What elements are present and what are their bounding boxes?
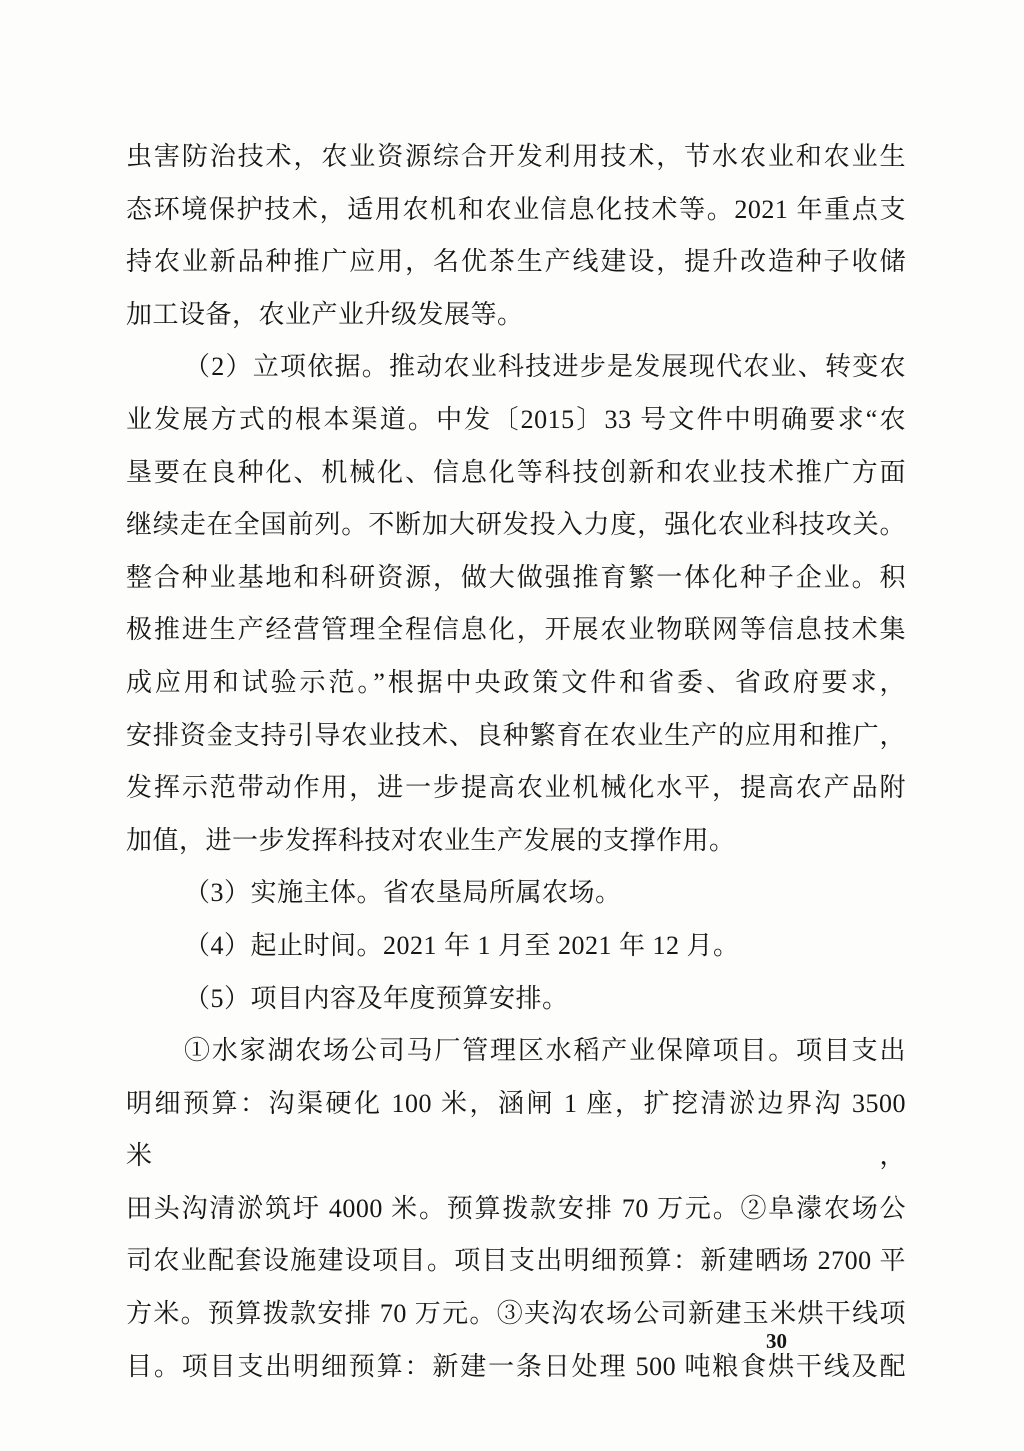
text-line: 安排资金支持引导农业技术、良种繁育在农业生产的应用和推广， [126,720,906,750]
page-number: 30 [766,1329,787,1353]
text-line: 加值，进一步发挥科技对农业生产发展的支撑作用。 [126,825,736,855]
text-line: 司农业配套设施建设项目。项目支出明细预算：新建晒场 2700 平 [126,1246,906,1276]
text-line: 虫害防治技术，农业资源综合开发利用技术，节水农业和农业生 [126,142,906,171]
text-line: 业发展方式的根本渠道。中发〔2015〕33 号文件中明确要求“农 [126,404,906,434]
text-line: 加工设备，农业产业升级发展等。 [126,299,524,329]
text-line: （4）起止时间。2021 年 1 月至 2021 年 12 月。 [184,930,740,960]
text-line: 成应用和试验示范。”根据中央政策文件和省委、省政府要求， [126,667,906,697]
text-line: 田头沟清淤筑圩 4000 米。预算拨款安排 70 万元。②阜濛农场公 [126,1193,906,1223]
text-line: 垦要在良种化、机械化、信息化等科技创新和农业技术推广方面 [126,457,906,487]
text-line: 整合种业基地和科研资源，做大做强推育繁一体化种子企业。积 [126,562,906,592]
document-body [126,131,906,1393]
text-line: 继续走在全国前列。不断加大研发投入力度，强化农业科技攻关。 [126,510,906,540]
text-line: 明细预算：沟渠硬化 100 米，涵闸 1 座，扩挖清淤边界沟 3500 米， [126,1088,906,1171]
text-line: 目。项目支出明细预算：新建一条日处理 500 吨粮食烘干线及配 [126,1351,906,1381]
text-line: ①水家湖农场公司马厂管理区水稻产业保障项目。项目支出 [184,1036,906,1066]
text-line: 极推进生产经营管理全程信息化，开展农业物联网等信息技术集 [126,615,906,645]
text-line: 发挥示范带动作用，进一步提高农业机械化水平，提高农产品附 [126,773,906,803]
text-line: 方米。预算拨款安排 70 万元。③夹沟农场公司新建玉米烘干线项 [126,1299,906,1329]
text-line: 态环境保护技术，适用农机和农业信息化技术等。2021 年重点支 [126,194,906,224]
text-line: （5）项目内容及年度预算安排。 [184,983,569,1013]
text-line: （3）实施主体。省农垦局所属农场。 [184,878,622,908]
text-line: （2）立项依据。推动农业科技进步是发展现代农业、转变农 [184,352,906,382]
text-line: 持农业新品种推广应用，名优茶生产线建设，提升改造种子收储 [126,247,906,277]
